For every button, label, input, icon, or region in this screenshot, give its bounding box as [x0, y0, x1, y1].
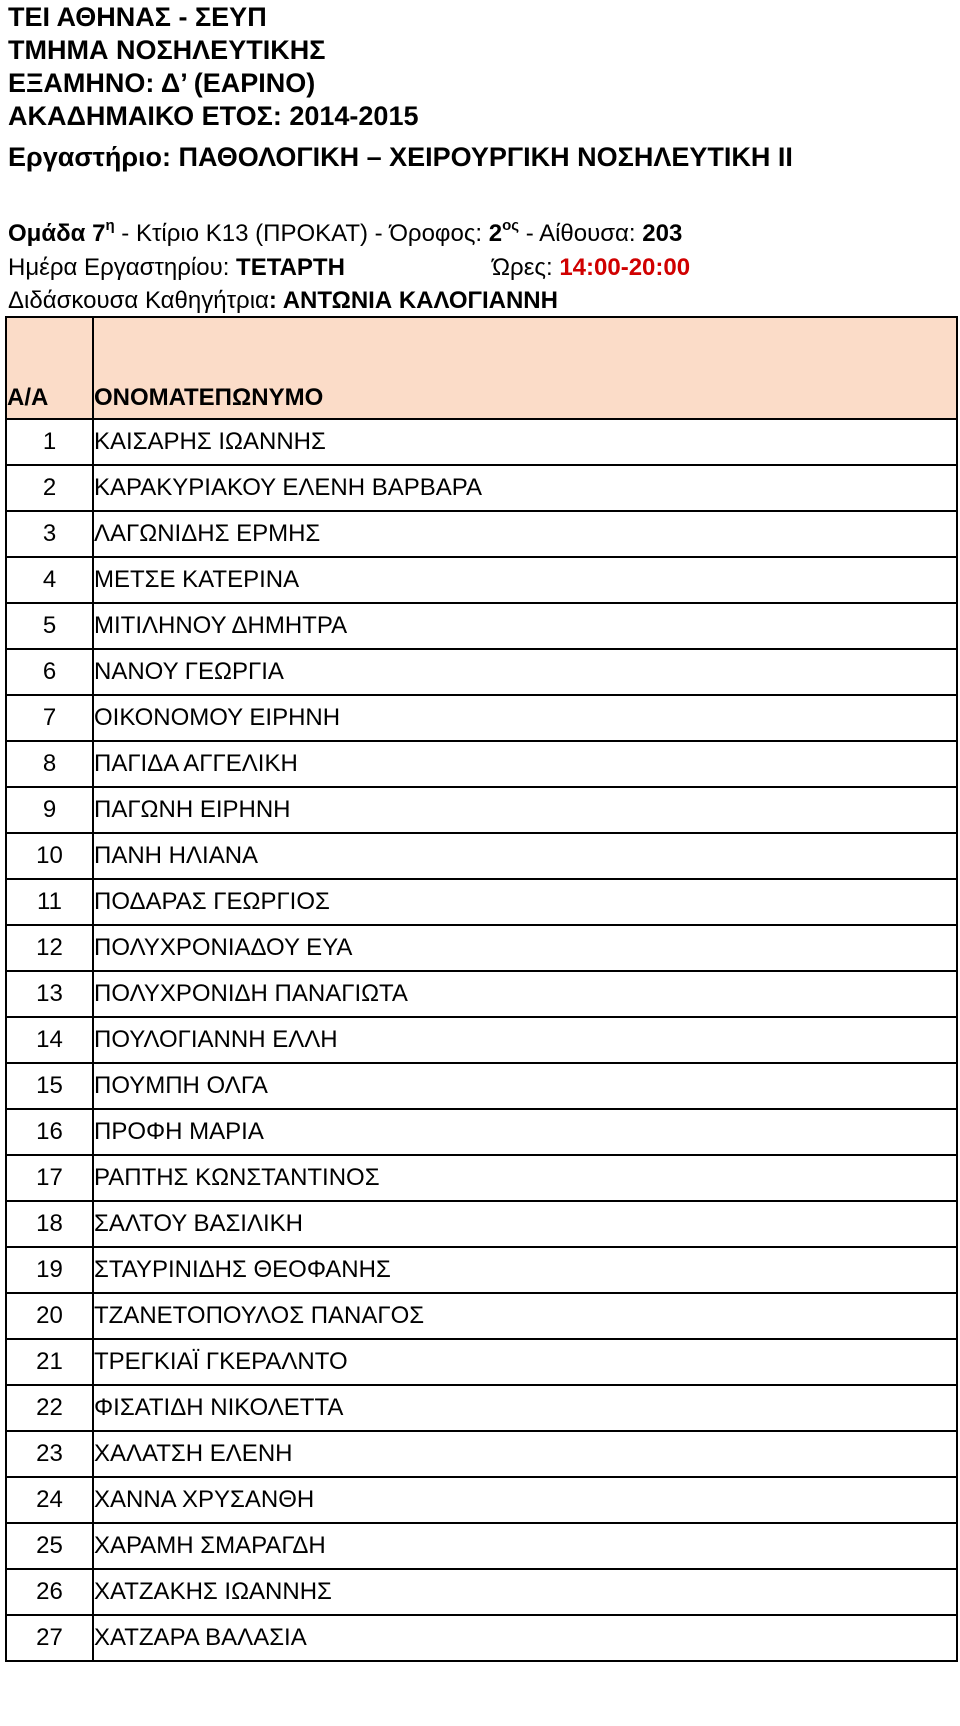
row-number: 2 [6, 465, 93, 511]
instructor-line [8, 285, 558, 317]
table-row [6, 465, 957, 511]
student-name: ΠΟΛΥΧΡΟΝΙΔΗ ΠΑΝΑΓΙΩΤΑ [93, 971, 957, 1017]
student-name: ΝΑΝΟΥ ΓΕΩΡΓΙΑ [93, 649, 957, 695]
table-header-row [6, 317, 957, 419]
student-name: ΠΟΥΜΠΗ ΟΛΓΑ [93, 1063, 957, 1109]
table-row [6, 557, 957, 603]
student-name: ΜΙΤΙΛΗΝΟΥ ΔΗΜΗΤΡΑ [93, 603, 957, 649]
student-name: ΜΕΤΣΕ ΚΑΤΕΡΙΝΑ [93, 557, 957, 603]
table-row [6, 1569, 957, 1615]
student-name: ΧΑΡΑΜΗ ΣΜΑΡΑΓΔΗ [93, 1523, 957, 1569]
table-row [6, 419, 957, 465]
hours-value: 14:00-20:00 [559, 254, 691, 281]
student-name: ΚΑΡΑΚΥΡΙΑΚΟΥ ΕΛΕΝΗ ΒΑΡΒΑΡΑ [93, 465, 957, 511]
student-roster-table [5, 316, 958, 1662]
row-number: 9 [6, 787, 93, 833]
student-name: ΚΑΙΣΑΡΗΣ ΙΩΑΝΝΗΣ [93, 419, 957, 465]
roster-body [6, 419, 957, 1661]
student-name: ΤΖΑΝΕΤΟΠΟΥΛΟΣ ΠΑΝΑΓΟΣ [93, 1293, 957, 1339]
table-row [6, 879, 957, 925]
instructor-value: : ΑΝΤΩΝΙΑ ΚΑΛΟΓΙΑΝΝΗ [268, 287, 558, 314]
table-row [6, 1201, 957, 1247]
schedule-line [8, 252, 908, 284]
table-row [6, 1385, 957, 1431]
instructor-label: Διδάσκουσα Καθηγήτρια [8, 287, 269, 314]
table-row [6, 1063, 957, 1109]
day-label: Ημέρα Εργαστηρίου: [8, 254, 237, 281]
student-name: ΠΑΓΙΔΑ ΑΓΓΕΛΙΚΗ [93, 741, 957, 787]
building-text: - Κτίριο Κ13 (ΠΡΟΚΑΤ) - Όροφος: [114, 220, 489, 247]
row-number: 25 [6, 1523, 93, 1569]
semester-title: ΕΞΑΜΗΝΟ: Δ’ (ΕΑΡΙΝΟ) [8, 68, 316, 98]
table-row [6, 1523, 957, 1569]
row-number: 19 [6, 1247, 93, 1293]
row-number: 14 [6, 1017, 93, 1063]
row-number: 22 [6, 1385, 93, 1431]
row-number: 6 [6, 649, 93, 695]
room-label: - Αίθουσα: [519, 220, 643, 247]
table-row [6, 1155, 957, 1201]
group-label: Ομάδα 7 [8, 220, 106, 247]
table-row [6, 833, 957, 879]
table-row [6, 1247, 957, 1293]
table-row [6, 511, 957, 557]
row-number: 7 [6, 695, 93, 741]
table-row [6, 695, 957, 741]
table-row [6, 1615, 957, 1661]
student-name: ΦΙΣΑΤΙΔΗ ΝΙΚΟΛΕΤΤΑ [93, 1385, 957, 1431]
table-row [6, 741, 957, 787]
row-number: 4 [6, 557, 93, 603]
header-fullname: ΟΝΟΜΑΤΕΠΩΝΥΜΟ [93, 317, 957, 419]
table-row [6, 1477, 957, 1523]
row-number: 3 [6, 511, 93, 557]
floor-value: 2 [488, 220, 503, 247]
table-row [6, 1293, 957, 1339]
table-row [6, 787, 957, 833]
table-row [6, 1017, 957, 1063]
student-name: ΠΟΛΥΧΡΟΝΙΑΔΟΥ ΕΥΑ [93, 925, 957, 971]
student-name: ΣΑΛΤΟΥ ΒΑΣΙΛΙΚΗ [93, 1201, 957, 1247]
student-name: ΠΡΟΦΗ ΜΑΡΙΑ [93, 1109, 957, 1155]
student-name: ΛΑΓΩΝΙΔΗΣ ΕΡΜΗΣ [93, 511, 957, 557]
row-number: 21 [6, 1339, 93, 1385]
academic-year-title: ΑΚΑΔΗΜΑΙΚΟ ΕΤΟΣ: 2014-2015 [8, 101, 419, 131]
student-name: ΧΑΝΝΑ ΧΡΥΣΑΝΘΗ [93, 1477, 957, 1523]
table-row [6, 1431, 957, 1477]
row-number: 10 [6, 833, 93, 879]
table-row [6, 1109, 957, 1155]
row-number: 13 [6, 971, 93, 1017]
table-row [6, 925, 957, 971]
row-number: 27 [6, 1615, 93, 1661]
group-sup: η [105, 217, 115, 234]
department-title: ΤΜΗΜΑ ΝΟΣΗΛΕΥΤΙΚΗΣ [8, 35, 326, 65]
row-number: 11 [6, 879, 93, 925]
row-number: 20 [6, 1293, 93, 1339]
student-name: ΧΑΤΖΑΚΗΣ ΙΩΑΝΝΗΣ [93, 1569, 957, 1615]
row-number: 15 [6, 1063, 93, 1109]
row-number: 24 [6, 1477, 93, 1523]
student-name: ΠΑΝΗ ΗΛΙΑΝΑ [93, 833, 957, 879]
row-number: 18 [6, 1201, 93, 1247]
student-name: ΧΑΛΑΤΣΗ ΕΛΕΝΗ [93, 1431, 957, 1477]
row-number: 16 [6, 1109, 93, 1155]
group-location-line [8, 218, 682, 250]
table-row [6, 971, 957, 1017]
table-row [6, 1339, 957, 1385]
hours-label: Ώρες: [492, 254, 560, 281]
student-name: ΣΤΑΥΡΙΝΙΔΗΣ ΘΕΟΦΑΝΗΣ [93, 1247, 957, 1293]
row-number: 1 [6, 419, 93, 465]
student-name: ΡΑΠΤΗΣ ΚΩΝΣΤΑΝΤΙΝΟΣ [93, 1155, 957, 1201]
room-value: 203 [642, 220, 683, 247]
row-number: 12 [6, 925, 93, 971]
institution-title: ΤΕΙ ΑΘΗΝΑΣ - ΣΕΥΠ [8, 2, 267, 32]
row-number: 26 [6, 1569, 93, 1615]
student-name: ΤΡΕΓΚΙΑΪ ΓΚΕΡΑΛΝΤΟ [93, 1339, 957, 1385]
table-row [6, 649, 957, 695]
student-name: ΟΙΚΟΝΟΜΟΥ ΕΙΡΗΝΗ [93, 695, 957, 741]
day-value: ΤΕΤΑΡΤΗ [236, 254, 345, 281]
row-number: 5 [6, 603, 93, 649]
student-name: ΠΑΓΩΝΗ ΕΙΡΗΝΗ [93, 787, 957, 833]
student-name: ΧΑΤΖΑΡΑ ΒΑΛΑΣΙΑ [93, 1615, 957, 1661]
row-number: 17 [6, 1155, 93, 1201]
lab-title: Εργαστήριο: ΠΑΘΟΛΟΓΙΚΗ – ΧΕΙΡΟΥΡΓΙΚΗ ΝΟΣΗΛΕΥΤΙΚΗ ΙΙ [8, 142, 793, 172]
table-row [6, 603, 957, 649]
floor-sup: ος [502, 217, 520, 234]
header-number: Α/Α [6, 317, 93, 419]
row-number: 23 [6, 1431, 93, 1477]
student-name: ΠΟΔΑΡΑΣ ΓΕΩΡΓΙΟΣ [93, 879, 957, 925]
row-number: 8 [6, 741, 93, 787]
student-name: ΠΟΥΛΟΓΙΑΝΝΗ ΕΛΛΗ [93, 1017, 957, 1063]
